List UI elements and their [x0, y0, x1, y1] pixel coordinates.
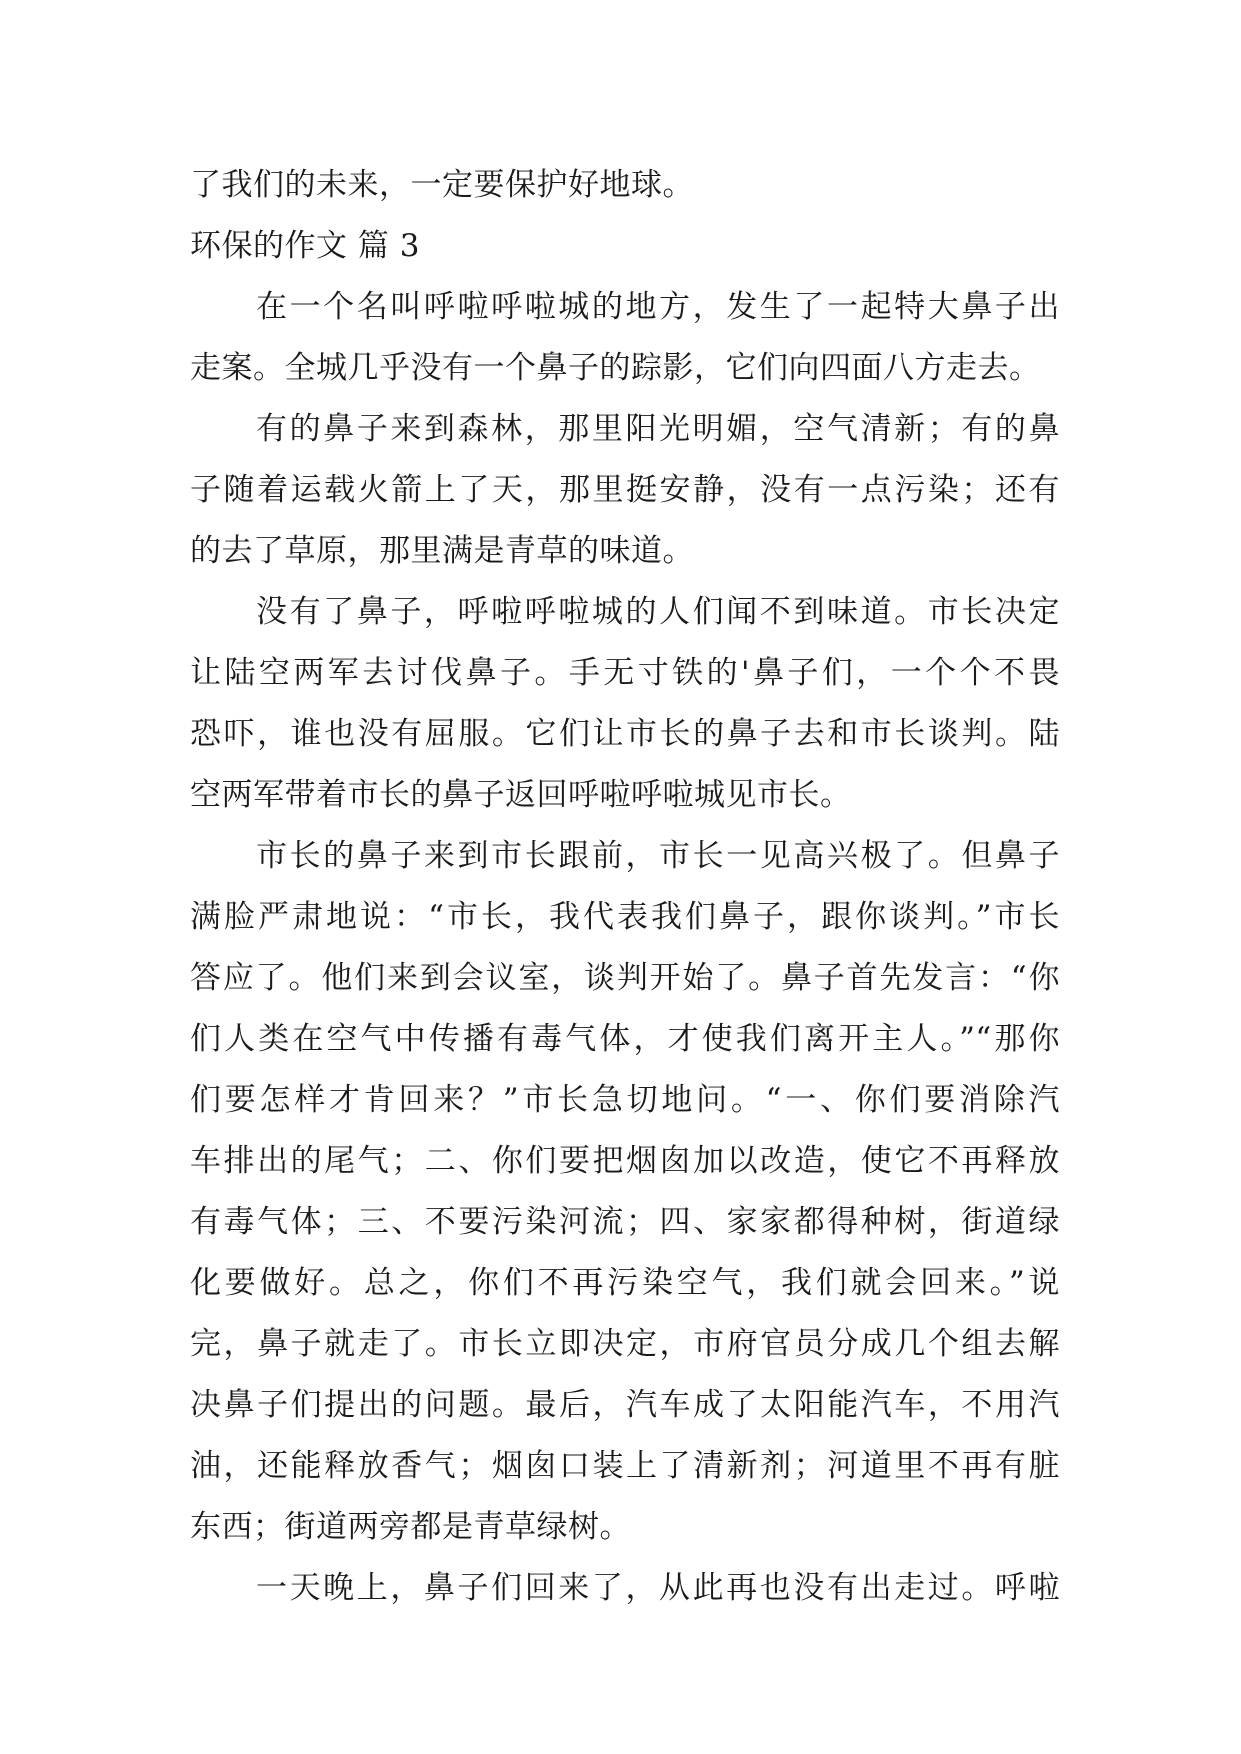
paragraph-line: 恐吓，谁也没有屈服。它们让市长的鼻子去和市长谈判。陆 [190, 716, 1060, 752]
paragraph-5 [190, 1558, 1060, 1619]
paragraph-line: 子随着运载火箭上了天，那里挺安静，没有一点污染；还有 [190, 472, 1060, 508]
paragraph-line: 走案。全城几乎没有一个鼻子的踪影，它们向四面八方走去。 [190, 350, 1041, 386]
paragraph-line: 答应了。他们来到会议室，谈判开始了。鼻子首先发言：“你 [190, 960, 1060, 996]
paragraph-line: 化要做好。总之，你们不再污染空气，我们就会回来。”说 [190, 1265, 1060, 1301]
paragraph-line: 决鼻子们提出的问题。最后，汽车成了太阳能汽车，不用汽 [190, 1387, 1060, 1423]
paragraph-line: 油，还能释放香气；烟囱口装上了清新剂；河道里不再有脏 [190, 1448, 1060, 1484]
paragraph-line: 市长的鼻子来到市长跟前，市长一见高兴极了。但鼻子 [256, 838, 1060, 874]
paragraph-3 [190, 582, 1060, 826]
essay-body [190, 155, 1060, 1619]
paragraph-4 [190, 826, 1060, 1558]
paragraph-line: 一天晚上，鼻子们回来了，从此再也没有出走过。呼啦 [256, 1570, 1060, 1606]
paragraph-line: 完，鼻子就走了。市长立即决定，市府官员分成几个组去解 [190, 1326, 1060, 1362]
paragraph-line: 有的鼻子来到森林，那里阳光明媚，空气清新；有的鼻 [256, 411, 1060, 447]
paragraph-line: 满脸严肃地说：“市长，我代表我们鼻子，跟你谈判。”市长 [190, 899, 1060, 935]
paragraph-2 [190, 399, 1060, 582]
paragraph-line: 车排出的尾气；二、你们要把烟囱加以改造，使它不再释放 [190, 1143, 1060, 1179]
paragraph-line: 没有了鼻子，呼啦呼啦城的人们闻不到味道。市长决定 [256, 594, 1060, 630]
paragraph-line: 的去了草原，那里满是青草的味道。 [190, 533, 694, 569]
paragraph-line: 有毒气体；三、不要污染河流；四、家家都得种树，街道绿 [190, 1204, 1060, 1240]
paragraph-line: 们要怎样才肯回来？”市长急切地问。“一、你们要消除汽 [190, 1082, 1060, 1118]
paragraph-line: 们人类在空气中传播有毒气体，才使我们离开主人。”“那你 [190, 1021, 1060, 1057]
paragraph-1 [190, 277, 1060, 399]
paragraph-line: 空两军带着市长的鼻子返回呼啦呼啦城见市长。 [190, 777, 852, 813]
paragraph-line: 让陆空两军去讨伐鼻子。手无寸铁的'鼻子们，一个个不畏 [190, 655, 1060, 691]
prev-paragraph-tail: 了我们的未来，一定要保护好地球。 [190, 167, 694, 203]
paragraph-line: 东西；街道两旁都是青草绿树。 [190, 1509, 631, 1545]
section-heading: 环保的作文 篇 3 [190, 228, 420, 264]
paragraph-line: 在一个名叫呼啦呼啦城的地方，发生了一起特大鼻子出 [256, 289, 1060, 325]
